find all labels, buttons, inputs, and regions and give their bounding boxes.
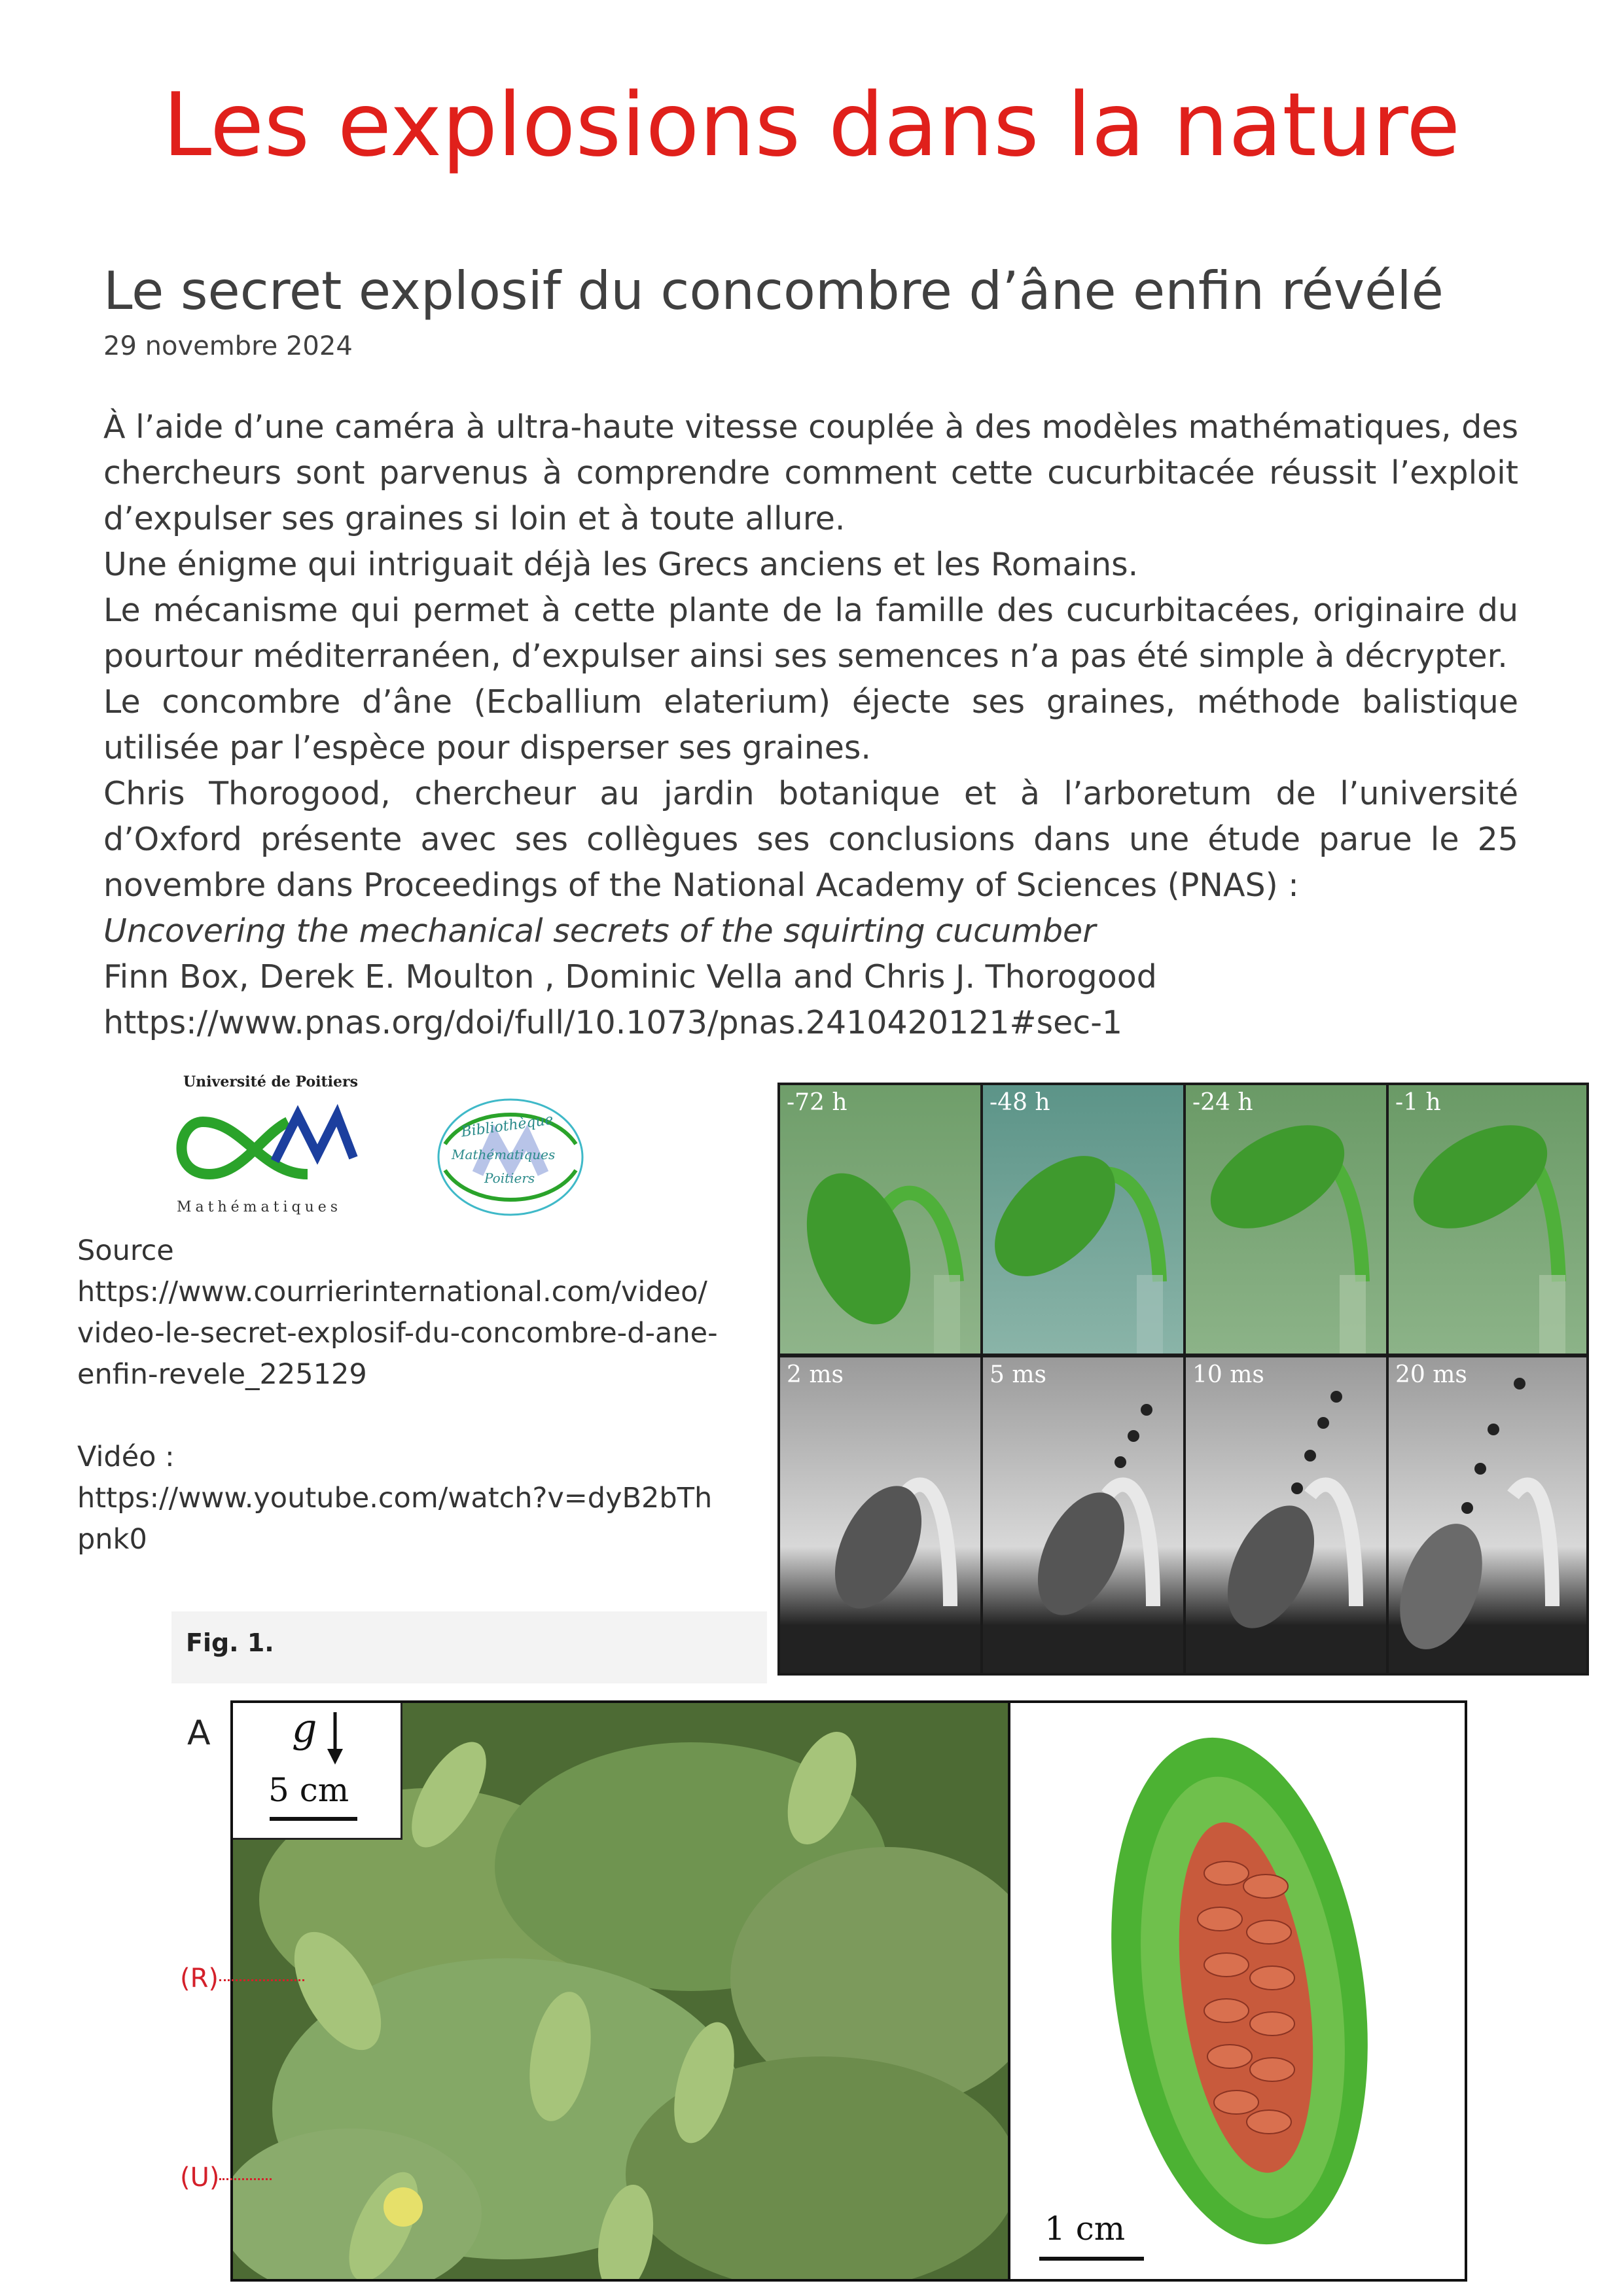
cucumber-fruit-icon — [983, 1085, 1183, 1354]
cucumber-fruit-icon — [1389, 1357, 1586, 1673]
time-label: 2 ms — [787, 1361, 844, 1388]
timelapse-panel — [983, 1085, 1183, 1354]
highspeed-panel — [983, 1357, 1183, 1673]
library-logo — [432, 1092, 589, 1223]
library-line3: Poitiers — [484, 1170, 535, 1186]
panel-a-photo — [230, 1700, 1013, 2282]
cucumber-fruit-icon — [983, 1357, 1183, 1673]
time-label: 5 ms — [990, 1361, 1046, 1388]
study-url[interactable]: https://www.pnas.org/doi/full/10.1073/pnas.2410420121#sec-1 — [103, 1004, 1123, 1041]
study-title-text: Uncovering the mechanical secrets of the squirting cucumber — [103, 912, 1096, 950]
figure-caption — [171, 1611, 767, 1683]
paragraph: À l’aide d’une caméra à ultra-haute vitesse couplée à des modèles mathématiques, des chercheurs sont parvenus à comprendre comment cette cucurbitacée réussit l’exploit d’expulser ses graines si loin et à toute allure. — [103, 408, 1518, 537]
video-url-line[interactable]: https://www.youtube.com/watch?v=dyB2bTh — [77, 1482, 713, 1515]
source-block — [77, 1230, 718, 1560]
timelapse-panel — [1389, 1085, 1586, 1354]
university-department: Mathématiques — [177, 1199, 342, 1215]
source-url-line[interactable]: https://www.courrierinternational.com/video/ — [77, 1276, 707, 1308]
alpha-m-icon — [164, 1096, 386, 1194]
source-url-line[interactable]: video-le-secret-explosif-du-concombre-d-ane- — [77, 1317, 718, 1350]
source-url-line[interactable]: enfin-revele_225129 — [77, 1358, 367, 1391]
panel-a-label: A — [187, 1713, 211, 1753]
time-label: -24 h — [1192, 1089, 1253, 1116]
highspeed-panel — [1186, 1357, 1386, 1673]
figure-number: Fig. 1. — [186, 1628, 274, 1657]
fruit-cross-section-icon — [1010, 1703, 1465, 2279]
scale-bar-b — [1039, 2257, 1144, 2261]
scale-label-a: 5 cm — [268, 1771, 349, 1809]
time-label: -1 h — [1395, 1089, 1441, 1116]
main-title: Les explosions dans la nature — [162, 74, 1461, 176]
time-label: 20 ms — [1395, 1361, 1467, 1388]
time-label: -72 h — [787, 1089, 847, 1116]
scale-bar-a — [270, 1817, 357, 1821]
cucumber-fruit-icon — [780, 1357, 980, 1673]
video-label: Vidéo : — [77, 1441, 175, 1473]
ripe-fruit-marker: (R) — [180, 1964, 219, 1994]
paragraph: Le concombre d’âne (Ecballium elaterium) éjecte ses graines, méthode balistique utilisée par l’espèce pour disperser ses graines. — [103, 683, 1518, 766]
ripe-fruit-pointer — [219, 1979, 304, 1981]
article-date: 29 novembre 2024 — [103, 331, 353, 361]
gravity-symbol: g — [292, 1706, 317, 1751]
highspeed-panel — [780, 1357, 980, 1673]
cucumber-fruit-icon — [1186, 1357, 1386, 1673]
university-logo — [164, 1073, 386, 1224]
paragraph: Une énigme qui intriguait déjà les Grecs anciens et les Romains. — [103, 546, 1139, 583]
video-url-line[interactable]: pnk0 — [77, 1523, 147, 1556]
scale-label-b: 1 cm — [1044, 2210, 1126, 2248]
source-label: Source — [77, 1234, 174, 1267]
panel-b-cross-section — [1008, 1700, 1467, 2282]
cucumber-fruit-icon — [1389, 1085, 1586, 1354]
timelapse-panel — [1186, 1085, 1386, 1354]
paragraph: Le mécanisme qui permet à cette plante de la famille des cucurbitacées, originaire du pourtour méditerranéen, d’expulser ainsi ses semences n’a pas été simple à décrypter. — [103, 592, 1518, 675]
library-line1: Bibliothèque — [459, 1111, 554, 1141]
cucumber-fruit-icon — [780, 1085, 980, 1354]
timelapse-panel — [780, 1085, 980, 1354]
library-line2: Mathématiques — [452, 1147, 556, 1162]
university-name: Université de Poitiers — [183, 1073, 358, 1090]
cucumber-fruit-icon — [1186, 1085, 1386, 1354]
unripe-fruit-pointer — [219, 2178, 272, 2180]
time-label: 10 ms — [1192, 1361, 1264, 1388]
scale-box — [233, 1703, 402, 1840]
timelapse-figure — [777, 1083, 1589, 1676]
highspeed-panel — [1389, 1357, 1586, 1673]
article-title: Le secret explosif du concombre d’âne enfin révélé — [103, 260, 1444, 321]
study-authors: Finn Box, Derek E. Moulton , Dominic Vella and Chris J. Thorogood — [103, 958, 1157, 996]
article-body — [103, 404, 1518, 1046]
paragraph: Chris Thorogood, chercheur au jardin botanique et à l’arboretum de l’université d’Oxford présente avec ses collègues ses conclusions dans une étude parue le 25 novembre dans Proceedings of the National Academy of Sciences (PNAS) : — [103, 775, 1518, 904]
unripe-fruit-marker: (U) — [180, 2162, 220, 2193]
gravity-arrow-icon — [322, 1710, 348, 1768]
study-title — [103, 908, 1518, 954]
time-label: -48 h — [990, 1089, 1050, 1116]
